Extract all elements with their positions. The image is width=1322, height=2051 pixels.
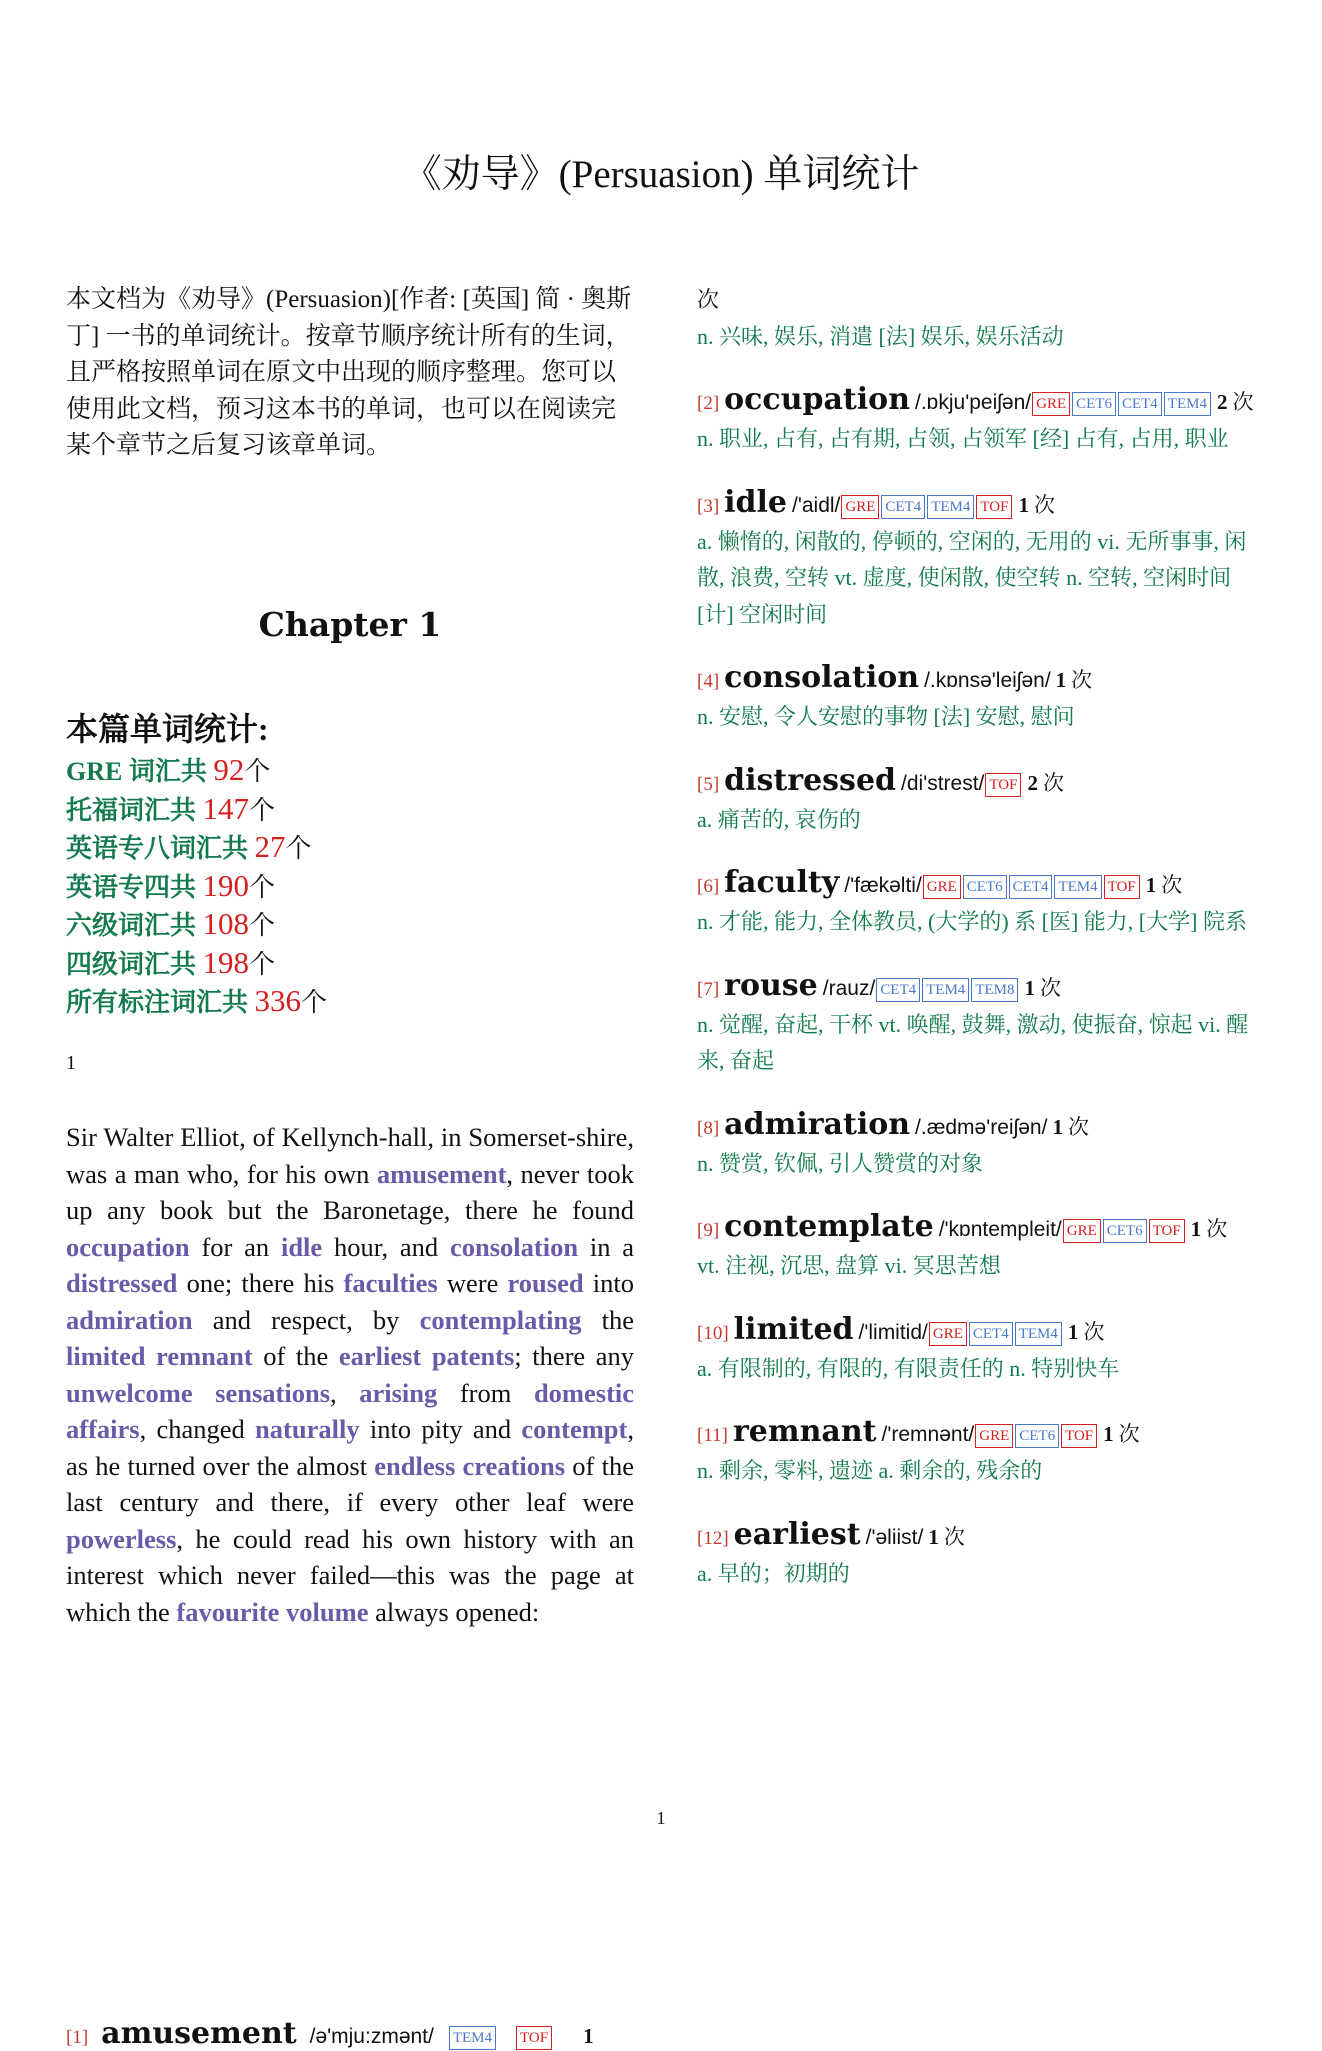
passage-segment: , never took up any book but the Baronetage, there he found [66, 1158, 634, 1225]
stat-label: 托福词汇共 [66, 795, 203, 825]
entry-header [697, 1209, 1267, 1248]
entry-count: 1 [1018, 492, 1029, 517]
entry-index: [9] [697, 1220, 720, 1241]
exam-tag: TOF [516, 2026, 552, 2050]
vocab-highlight: consolation [449, 1231, 579, 1262]
entry-index: [5] [697, 773, 720, 795]
stat-line [66, 791, 634, 830]
vocab-highlight: idle [280, 1231, 323, 1262]
passage-segment: hour, and [322, 1231, 450, 1262]
entry-index: [8] [697, 1117, 720, 1139]
stat-unit: 个 [285, 834, 312, 863]
vocab-entry [697, 1312, 1267, 1388]
entry-index: [11] [697, 1425, 728, 1446]
exam-tag: CET4 [881, 495, 925, 519]
vocab-highlight: earliest patents [338, 1341, 515, 1371]
stat-line [66, 829, 634, 868]
entry-count-unit: 次 [1118, 1422, 1140, 1446]
vocab-entry [697, 485, 1267, 634]
word-stats [66, 704, 634, 1022]
entry-header [697, 1517, 1267, 1556]
stat-unit: 个 [244, 757, 271, 786]
exam-tag: TEM4 [922, 978, 969, 1002]
stat-line [66, 752, 634, 791]
entry-word: rouse [724, 967, 818, 1003]
entry-count: 1 [583, 2024, 594, 2048]
entry-definition: n. 兴味, 娱乐, 消遣 [法] 娱乐, 娱乐活动 [697, 323, 1064, 349]
stat-unit: 个 [301, 988, 328, 1017]
entry-definition: a. 早的；初期的 [697, 1560, 850, 1586]
entry-count-unit: 次 [1071, 668, 1093, 692]
entry-count: 1 [1024, 975, 1035, 1000]
entry-count: 1 [1067, 1319, 1079, 1344]
entry-count: 2 [1216, 390, 1228, 414]
entry-header [697, 1414, 1267, 1453]
vocab-highlight: unwelcome sensations [66, 1377, 331, 1408]
vocab-entry [697, 968, 1267, 1080]
entry-word: limited [733, 1311, 854, 1347]
vocab-highlight: limited remnant [66, 1341, 253, 1371]
entry-phonetic: /'aidl/ [792, 493, 841, 517]
entry-definition: n. 安慰, 令人安慰的事物 [法] 安慰, 慰问 [697, 704, 1075, 729]
entry-count: 1 [1190, 1217, 1202, 1241]
entry-count-unit: 次 [1083, 1319, 1105, 1344]
passage-segment: into [583, 1268, 634, 1298]
intro-paragraph: 本文档为《劝导》(Persuasion)[作者: [英国] 简 · 奥斯丁] 一书的单词统计。按章节顺序统计所有的生词，且严格按照单词在原文中出现的顺序整理。您可以使用此文档，预习这本书的单词，也可以在阅读完某个章节之后复习该章单词。 [66, 286, 632, 459]
entry-definition: n. 赞赏, 钦佩, 引人赞赏的对象 [697, 1150, 984, 1176]
stat-count: 198 [202, 944, 250, 980]
entry-phonetic: /.ɒkju'peiʃən/ [915, 391, 1032, 414]
vocab-entry [697, 660, 1267, 736]
exam-tag: TOF [1104, 875, 1140, 899]
passage-segment: for an [189, 1231, 281, 1262]
entry-definition: a. 懒惰的, 闲散的, 停顿的, 空闲的, 无用的 vi. 无所事事, 闲散, 浪费, 空转 vt. 虚度, 使闲散, 使空转 n. 空转, 空闲时间 [计] 空闲时间 [697, 528, 1247, 627]
entry-header [697, 865, 1267, 904]
vocab-highlight: contempt [521, 1414, 628, 1444]
page-number: 1 [656, 1808, 666, 1828]
entry-index: [12] [697, 1527, 729, 1549]
stat-unit: 个 [249, 911, 276, 940]
entry-header [697, 763, 1267, 802]
passage-segment: ; there any [514, 1341, 634, 1371]
entry-index: [3] [697, 495, 720, 517]
right-column [697, 282, 1267, 1619]
exam-tag: CET4 [969, 1322, 1013, 1346]
entry-count: 1 [1145, 873, 1157, 897]
vocab-entry-continuation [697, 282, 1267, 355]
vocab-highlight: arising [359, 1377, 438, 1408]
vocab-highlight: favourite volume [176, 1596, 369, 1627]
entry-index: [1] [66, 2027, 89, 2048]
entry-phonetic: /'fækəlti/ [844, 874, 922, 897]
exam-tag: TEM4 [1015, 1322, 1062, 1346]
stat-unit: 个 [249, 872, 276, 902]
stat-label: 六级词汇共 [66, 911, 203, 940]
vocab-highlight: naturally [255, 1414, 360, 1444]
passage-segment: of the [252, 1341, 339, 1371]
exam-tag: CET6 [963, 875, 1007, 899]
stat-count: 92 [213, 752, 245, 787]
vocab-highlight: distressed [66, 1268, 178, 1298]
entry-header [697, 1107, 1267, 1146]
vocab-highlight: amusement [376, 1158, 507, 1189]
exam-tag: TEM4 [927, 495, 974, 519]
passage-segment: into pity and [359, 1414, 522, 1444]
entry-definition: n. 剩余, 零料, 遗迹 a. 剩余的, 残余的 [697, 1458, 1043, 1483]
exam-tag: TOF [976, 495, 1012, 519]
entry-phonetic: /'remnənt/ [881, 1423, 975, 1446]
stat-line [66, 906, 634, 945]
stat-line [66, 945, 634, 984]
vocab-highlight: roused [507, 1268, 584, 1298]
vocab-entry [697, 1414, 1267, 1490]
entry-word: contemplate [724, 1209, 934, 1244]
entry-phonetic: /ə'mju:zmənt/ [309, 2025, 434, 2048]
entry-header [697, 1312, 1267, 1351]
entry-header [697, 485, 1267, 524]
entry-definition: a. 痛苦的, 哀伤的 [697, 806, 861, 832]
entry-word: faculty [724, 865, 840, 900]
entry-count: 2 [1027, 770, 1038, 795]
entry-count-unit: 次 [1161, 873, 1183, 897]
entry-index: [4] [697, 671, 720, 692]
page-title: 《劝导》(Persuasion) 单词统计 [402, 153, 920, 196]
entry-word: earliest [733, 1516, 861, 1552]
entry-phonetic: /'kɒntempleit/ [938, 1218, 1062, 1241]
passage-segment: , as he turned over the almost [66, 1414, 634, 1481]
entry-definition: a. 有限制的, 有限的, 有限责任的 n. 特别快车 [697, 1355, 1120, 1381]
exam-tag: TEM8 [971, 978, 1018, 1002]
stat-label: 所有标注词汇共 [66, 988, 255, 1017]
paragraph-number: 1 [66, 1052, 76, 1074]
entry-header [697, 660, 1267, 699]
stat-count: 190 [202, 867, 250, 903]
entry-index: [2] [697, 393, 720, 414]
exam-tag: CET6 [1103, 1219, 1147, 1243]
vocab-entry [697, 1209, 1267, 1285]
vocab-entry [66, 2016, 634, 2051]
entry-index: [6] [697, 876, 720, 897]
entry-header [697, 968, 1267, 1007]
exam-tag: CET4 [1118, 392, 1162, 416]
exam-tag: GRE [923, 875, 961, 899]
vocab-highlight: contemplating [419, 1304, 582, 1335]
stat-label: GRE 词汇共 [66, 757, 214, 786]
entry-word: distressed [724, 762, 897, 798]
entry-word: consolation [724, 660, 920, 695]
entry-definition: n. 职业, 占有, 占有期, 占领, 占领军 [经] 占有, 占用, 职业 [697, 426, 1229, 451]
stat-count: 27 [254, 829, 286, 864]
vocab-highlight: powerless [66, 1523, 177, 1554]
vocab-highlight: faculties [343, 1268, 438, 1298]
stat-label: 四级词汇共 [66, 949, 203, 979]
chapter-heading: Chapter 1 [258, 605, 442, 644]
vocab-entry [697, 865, 1267, 941]
entry-count-unit: 次 [1042, 770, 1064, 795]
passage-segment: Sir Walter Elliot, of Kellynch-hall, in Somerset-shire, was a man who, for his own [66, 1122, 634, 1189]
stats-heading: 本篇单词统计: [66, 711, 269, 747]
stat-count: 147 [202, 790, 250, 826]
passage-segment: in a [578, 1231, 635, 1262]
exam-tag: CET4 [876, 978, 920, 1002]
exam-tag: TEM4 [1164, 392, 1211, 416]
entry-word: idle [724, 484, 788, 520]
entry-phonetic: /rauz/ [822, 976, 876, 1000]
passage-segment: from [437, 1377, 534, 1408]
entry-count-unit: 次 [943, 1524, 965, 1549]
entry-count-unit: 次 [1067, 1114, 1089, 1139]
entry-count: 1 [1103, 1422, 1114, 1446]
passage-segment: and respect, by [192, 1304, 420, 1335]
entry-phonetic: /.kɒnsə'leiʃən/ [924, 669, 1051, 692]
stat-unit: 个 [249, 795, 276, 825]
stat-line [66, 868, 634, 907]
entry-phonetic: /'əliist/ [865, 1525, 924, 1549]
exam-tag: GRE [841, 495, 879, 519]
entry-count-unit: 次 [1206, 1217, 1228, 1241]
left-column [66, 282, 635, 2051]
entry-header [697, 382, 1267, 421]
entry-index: [10] [697, 1322, 729, 1344]
exam-tag: TOF [985, 773, 1021, 797]
vocab-highlight: admiration [66, 1304, 193, 1335]
vocab-entry [697, 1517, 1267, 1593]
exam-tag: GRE [975, 1424, 1013, 1448]
stat-label: 英语专四共 [66, 872, 203, 902]
passage-segment: were [437, 1268, 508, 1298]
entry-count-unit: 次 [1232, 390, 1254, 414]
exam-tag: TOF [1149, 1219, 1185, 1243]
vocab-entry [697, 763, 1267, 839]
entry-definition: vt. 注视, 沉思, 盘算 vi. 冥思苦想 [697, 1253, 1001, 1278]
entry-word: admiration [724, 1106, 911, 1142]
passage-segment: of the last century and there, if every other leaf were [66, 1450, 634, 1517]
vocab-list [697, 382, 1267, 1592]
stat-label: 英语专八词汇共 [66, 834, 255, 863]
entry-definition: n. 觉醒, 奋起, 干杯 vt. 唤醒, 鼓舞, 激动, 使振奋, 惊起 vi. 醒来, 奋起 [697, 1011, 1249, 1073]
vocab-entry [697, 382, 1267, 458]
entry-count: 1 [1055, 668, 1067, 692]
entry-count-unit: 次 [1033, 492, 1055, 517]
stat-line [66, 983, 634, 1022]
exam-tag: CET6 [1015, 1424, 1059, 1448]
vocab-highlight: occupation [66, 1231, 190, 1262]
entry-phonetic: /'limitid/ [858, 1320, 928, 1344]
entry-count-unit: 次 [1039, 975, 1061, 1000]
entry-word: occupation [724, 382, 911, 417]
entry-phonetic: /.ædmə'reiʃən/ [915, 1115, 1048, 1139]
exam-tag: GRE [929, 1322, 967, 1346]
entry-count: 1 [928, 1524, 939, 1549]
exam-tag: TEM4 [449, 2026, 496, 2050]
vocab-highlight: domestic affairs [66, 1377, 635, 1444]
passage-segment: the [581, 1304, 634, 1335]
entry-count: 1 [1052, 1114, 1063, 1139]
stat-unit: 个 [249, 949, 276, 979]
passage-segment: one; there his [177, 1268, 344, 1298]
stat-count: 108 [202, 906, 250, 941]
entry-index: [7] [697, 978, 720, 1000]
entry-definition: n. 才能, 能力, 全体教员, (大学的) 系 [医] 能力, [大学] 院系 [697, 909, 1247, 934]
entry-word: remnant [732, 1414, 877, 1449]
stats-list [66, 752, 634, 1022]
entry-word: amusement [101, 2016, 297, 2051]
passage-segment: , he could read his own history with an interest which never failed—this was the page at which the [66, 1523, 634, 1627]
vocab-entry [697, 1107, 1267, 1183]
exam-tag: GRE [1032, 392, 1070, 416]
exam-tag: CET4 [1009, 875, 1053, 899]
passage-text [66, 1119, 634, 1630]
exam-tag: CET6 [1072, 392, 1116, 416]
passage-segment: , [330, 1377, 360, 1408]
entry-phonetic: /di'strest/ [901, 771, 985, 795]
exam-tag: TEM4 [1054, 875, 1101, 899]
exam-tag: GRE [1063, 1219, 1101, 1243]
passage-segment: always opened: [368, 1596, 540, 1627]
entry-count-unit: 次 [697, 287, 720, 312]
stat-count: 336 [254, 983, 302, 1018]
passage-segment: , changed [139, 1414, 256, 1444]
exam-tag: TOF [1061, 1424, 1097, 1448]
vocab-highlight: endless creations [374, 1450, 566, 1481]
